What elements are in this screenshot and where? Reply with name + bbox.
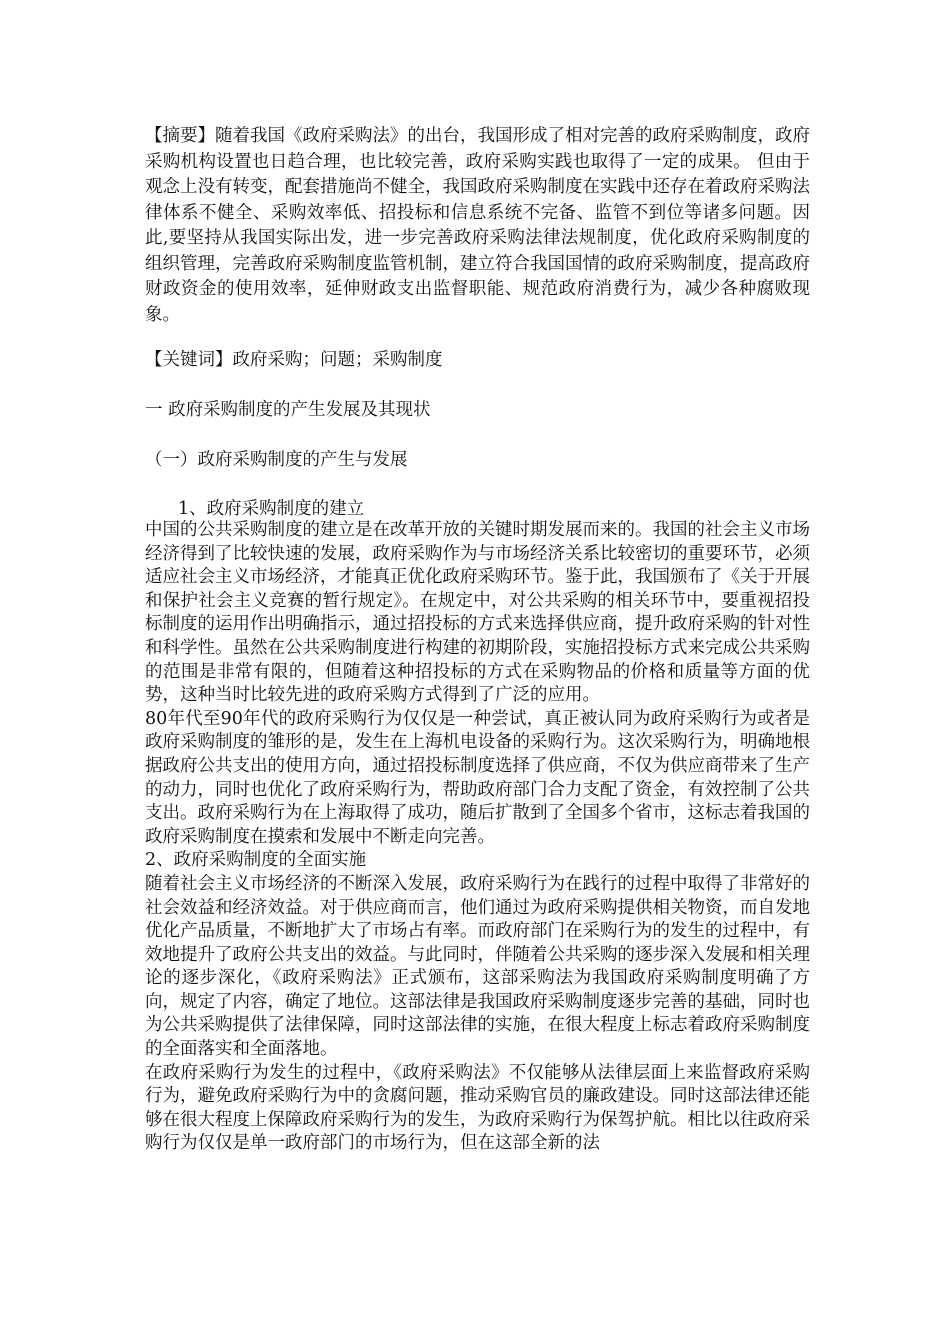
- subsubsection-heading: 1、政府采购制度的建立: [178, 499, 365, 519]
- body-paragraph: 随着社会主义市场经济的不断深入发展，政府采购行为在践行的过程中取得了非常好的社会效益和经济效益。对于供应商而言，他们通过为政府采购提供相关物资，而自发地优化产品质量，不断地扩大了市场占有率。而政府部门在采购行为的发生的过程中，有效地提升了政府公共支出的效益。与此同时，伴随着公共采购的逐步深入发展和相关理论的逐步深化，《政府采购法》正式颁布，这部采购法为我国政府采购制度明确了方向，规定了内容，确定了地位。这部法律是我国政府采购制度逐步完善的基础，同时也为公共采购提供了法律保障，同时这部法律的实施，在很大程度上标志着政府采购制度的全面落实和全面落地。: [145, 873, 810, 1060]
- body-paragraph: 在政府采购行为发生的过程中，《政府采购法》不仅能够从法律层面上来监督政府采购行为，避免政府采购行为中的贪腐问题，推动采购官员的廉政建设。同时这部法律还能够在很大程度上保障政府采购行为的发生，为政府采购行为保驾护航。相比以往政府采购行为仅仅是单一政府部门的市场行为，但在这部全新的法: [145, 1062, 810, 1154]
- subsection-heading: （一）政府采购制度的产生与发展: [145, 450, 408, 470]
- body-text: [145, 519, 810, 1156]
- abstract-paragraph: 【摘要】随着我国《政府采购法》的出台，我国形成了相对完善的政府采购制度，政府采购机构设置也日趋合理，也比较完善，政府采购实践也取得了一定的成果。 但由于观念上没有转变，配套措施尚不健全，我国政府采购制度在实践中还存在着政府采购法律体系不健全、采购效率低、招投标和信息系统不完备、监管不到位等诸多问题。因此,要坚持从我国实际出发，进一步完善政府采购法律法规制度，优化政府采购制度的组织管理，完善政府采购制度监管机制，建立符合我国国情的政府采购制度，提高政府财政资金的使用效率，延伸财政支出监督职能、规范政府消费行为，减少各种腐败现象。: [145, 126, 810, 325]
- section-heading: 一 政府采购制度的产生发展及其现状: [145, 400, 431, 420]
- keywords-line: 【关键词】政府采购；问题；采购制度: [145, 350, 443, 370]
- body-subheading: 2、政府采购制度的全面实施: [145, 850, 367, 871]
- body-paragraph: 中国的公共采购制度的建立是在改革开放的关键时期发展而来的。我国的社会主义市场经济得到了比较快速的发展，政府采购作为与市场经济关系比较密切的重要环节，必须适应社会主义市场经济，才能真正优化政府采购环节。鉴于此，我国颁布了《关于开展和保护社会主义竞赛的暂行规定》。在规定中，对公共采购的相关环节中，要重视招投标制度的运用作出明确指示，通过招投标的方式来选择供应商，提升政府采购的针对性和科学性。虽然在公共采购制度进行构建的初期阶段，实施招投标方式来完成公共采购的范围是非常有限的，但随着这种招投标的方式在采购物品的价格和质量等方面的优势，这种当时比较先进的政府采购方式得到了广泛的应用。: [145, 520, 810, 706]
- body-paragraph: 80年代至90年代的政府采购行为仅仅是一种尝试，真正被认同为政府采购行为或者是政府采购制度的雏形的是，发生在上海机电设备的采购行为。这次采购行为，明确地根据政府公共支出的使用方向，通过招投标制度选择了供应商，不仅为供应商带来了生产的动力，同时也优化了政府采购行为，帮助政府部门合力支配了资金，有效控制了公共支出。政府采购行为在上海取得了成功，随后扩散到了全国多个省市，这标志着我国的政府采购制度在摸索和发展中不断走向完善。: [145, 708, 810, 847]
